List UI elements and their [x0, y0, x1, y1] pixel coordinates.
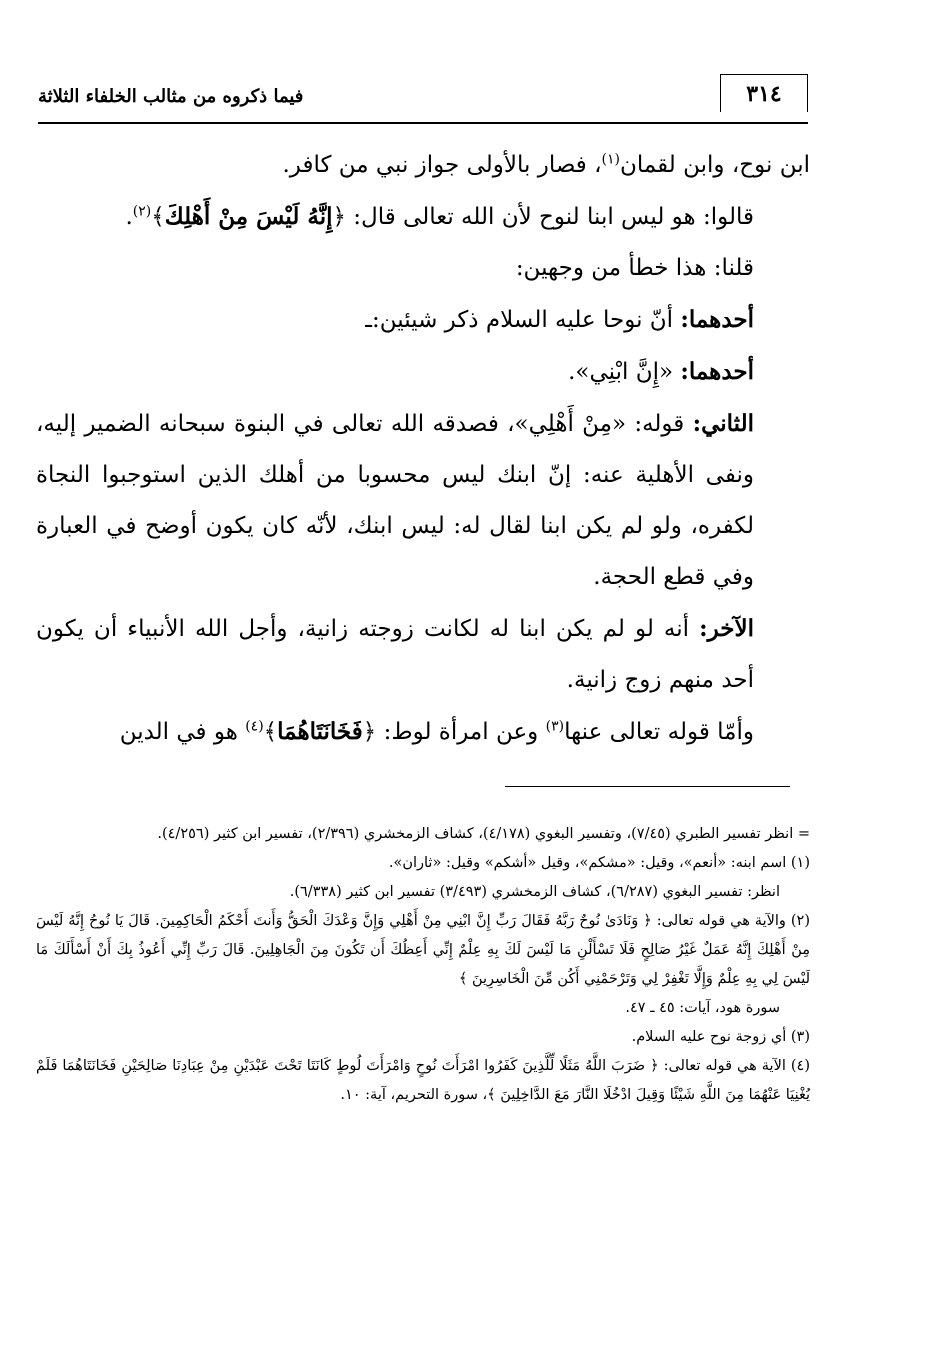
paragraph — [36, 140, 810, 191]
quran-verse: إِنَّهُ لَيْسَ مِنْ أَهْلِكَ — [164, 203, 333, 230]
footnote-2-source: سورة هود، آيات: ٤٥ ـ ٤٧. — [625, 1000, 780, 1016]
text-run: ﴾ — [263, 719, 278, 745]
paragraph — [36, 191, 810, 243]
paragraph: قلنا: هذا خطأ من وجهين: — [515, 255, 754, 281]
footnote-ref[interactable]: (٣) — [545, 718, 565, 735]
paragraph — [36, 603, 810, 706]
footnotes — [36, 820, 810, 1110]
text-run: أنه لو لم يكن ابنا له لكانت زوجته زانية، وأجل الله الأنبياء أن يكون أحد منهم زوج زانية. — [36, 616, 754, 693]
running-header — [38, 70, 808, 122]
point-label: الثاني: — [692, 410, 754, 437]
text-run: هو في الدين — [119, 719, 246, 745]
text-run: . — [125, 204, 133, 230]
point-label: أحدهما: — [680, 306, 754, 333]
text-run: قوله: «مِنْ أَهْلِي»، فصدقه الله تعالى في البنوة سبحانه الضمير إليه، ونفى الأهلية عنه: إنّ ابنك ليس محسوبا من أهلك الذين استوجبوا النجاة لكفره، ولو لم يكن ابنا لقال له: ليس ابنك، لأنّه كان يكون أوضح في العبارة وفي قطع الحجة. — [36, 411, 754, 590]
footnote-continuation: = انظر تفسير الطبري (٧/٤٥)، وتفسير البغوي (٤/١٧٨)، كشاف الزمخشري (٢/٣٩٦)، تفسير ابن كثير (٤/٢٥٦). — [157, 826, 810, 842]
footnote-1: (١) اسم ابنه: «أنعم»، وقيل: «مشكم»، وقيل «أشكم» وقيل: «ثاران». — [388, 855, 810, 871]
main-text — [36, 140, 810, 758]
footnote-ref[interactable]: (١) — [601, 151, 620, 168]
running-title: فيما ذكروه من مثالب الخلفاء الثلاثة — [38, 86, 304, 107]
paragraph — [36, 398, 810, 603]
footnote-2: (٢) والآية هي قوله تعالى: ﴿ وَنَادَىٰ نُوحٌ رَبَّهُ فَقَالَ رَبِّ إِنَّ ابْنِي مِنْ أَهْلِي وَإِنَّ وَعْدَكَ الْحَقُّ وَأَنتَ أَحْكَمُ الْحَاكِمِينَ. قَالَ يَا نُوحُ إِنَّهُ لَيْسَ مِنْ أَهْلِكَ إِنَّهُ عَمَلٌ غَيْرُ صَالِحٍ فَلَا تَسْأَلْنِ مَا لَيْسَ لَكَ بِهِ عِلْمٌ إِنِّي أَعِظُكَ أَن تَكُونَ مِنَ الْجَاهِلِينَ. قَالَ رَبِّ إِنِّي أَعُوذُ بِكَ أَنْ أَسْأَلَكَ مَا لَيْسَ لِي بِهِ عِلْمٌ وَإِلَّا تَغْفِرْ لِي وَتَرْحَمْنِي أَكُن مِّنَ الْخَاسِرِينَ ﴾ — [36, 913, 810, 987]
paragraph — [36, 294, 810, 346]
text-run: وعن امرأة لوط: ﴿ — [362, 719, 546, 745]
footnote-3: (٣) أي زوجة نوح عليه السلام. — [631, 1029, 810, 1045]
paragraph — [36, 706, 810, 758]
text-run: ﴾ — [151, 204, 165, 230]
paragraph — [36, 346, 810, 398]
footnote-ref[interactable]: (٤) — [245, 718, 264, 735]
footnote-1-source: انظر: تفسير البغوي (٦/٢٨٧)، كشاف الزمخشري (٣/٤٩٣) تفسير ابن كثير (٦/٣٣٨). — [289, 884, 780, 900]
footnote-ref[interactable]: (٢) — [132, 203, 152, 220]
quran-verse: فَخَانَتَاهُمَا — [277, 718, 363, 745]
footnote-4: (٤) الآية هي قوله تعالى: ﴿ ضَرَبَ اللَّهُ مَثَلًا لِّلَّذِينَ كَفَرُوا امْرَأَتَ نُوحٍ وَامْرَأَتَ لُوطٍ كَانَتَا تَحْتَ عَبْدَيْنِ مِنْ عِبَادِنَا صَالِحَيْنِ فَخَانَتَاهُمَا فَلَمْ يُغْنِيَا عَنْهُمَا مِنَ اللَّهِ شَيْئًا وَقِيلَ ادْخُلَا النَّارَ مَعَ الدَّاخِلِينَ ﴾، سورة التحريم، آية: ١٠. — [36, 1058, 810, 1103]
text-run: ، فصار بالأولى جواز نبي من كافر. — [282, 152, 602, 178]
text-run: قالوا: هو ليس ابنا لنوح لأن الله تعالى قال: ﴿ — [332, 204, 754, 230]
text-run: أنّ نوحا عليه السلام ذكر شيئين:ـ — [365, 307, 681, 333]
point-label: أحدهما: — [680, 358, 754, 385]
text-run: وأمّا قوله تعالى عنها — [564, 719, 754, 745]
text-run: «إِنَّ ابْنِي». — [568, 359, 681, 385]
footnote-separator — [505, 786, 790, 787]
page-number: ٣١٤ — [720, 74, 808, 112]
point-label: الآخر: — [699, 615, 754, 642]
header-divider — [38, 122, 808, 124]
text-run: ابن نوح، وابن لقمان — [619, 152, 810, 178]
